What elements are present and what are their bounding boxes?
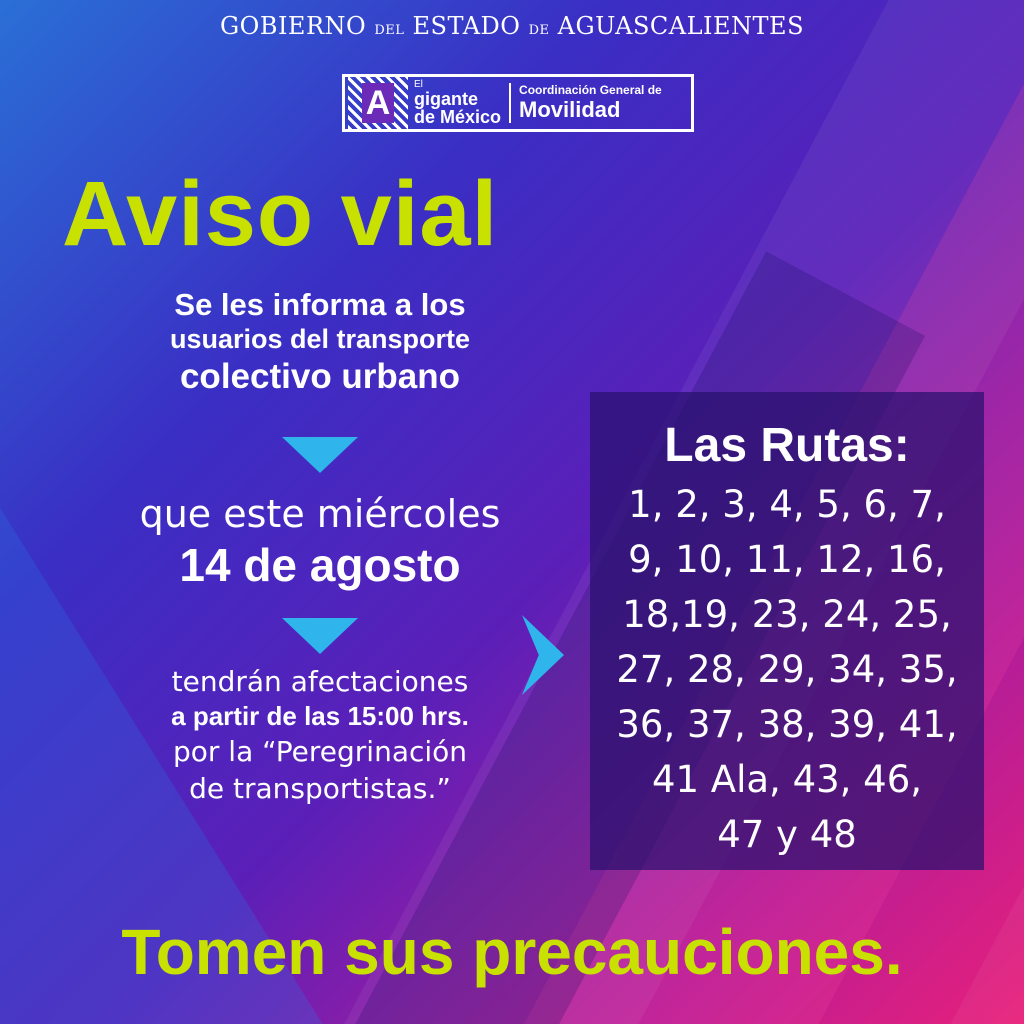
logo-brand-line: de México xyxy=(414,107,502,127)
routes-line: 41 Ala, 43, 46, xyxy=(651,758,923,801)
affect-line: de transportistas.” xyxy=(189,771,451,805)
affect-line: tendrán afectaciones xyxy=(171,665,469,698)
routes-line: 36, 37, 38, 39, 41, xyxy=(616,703,958,746)
affect-line: a partir de las 15:00 hrs. xyxy=(171,701,469,732)
date-line: que este miércoles xyxy=(139,492,501,536)
logo-brand-line: El xyxy=(414,79,423,90)
routes-line: 9, 10, 11, 12, 16, xyxy=(628,538,946,581)
routes-line: 27, 28, 29, 34, 35, xyxy=(616,648,958,691)
gov-title-word: DE xyxy=(528,23,550,38)
logo-coord-line: Movilidad xyxy=(519,96,621,122)
intro-text xyxy=(100,286,540,398)
footer-message: Tomen sus precauciones. xyxy=(121,916,903,988)
logo-divider xyxy=(509,83,511,123)
routes-line: 1, 2, 3, 4, 5, 6, 7, xyxy=(628,483,946,526)
gov-title-word: AGUASCALIENTES xyxy=(557,12,805,40)
logo-brand xyxy=(414,80,501,126)
affect-line: por la “Peregrinación xyxy=(172,735,468,769)
gov-title-word: ESTADO xyxy=(412,12,521,40)
date-text xyxy=(100,492,540,593)
mobility-logo xyxy=(342,74,694,132)
affect-text xyxy=(100,664,540,807)
routes-panel xyxy=(590,392,984,870)
logo-coordination xyxy=(519,84,662,121)
logo-mark-letter: A xyxy=(362,83,395,123)
routes-line: 18,19, 23, 24, 25, xyxy=(622,593,952,636)
routes-list xyxy=(590,477,984,862)
gov-title-word: GOBIERNO xyxy=(219,12,367,40)
gov-title-word: DEL xyxy=(374,23,405,38)
logo-coord-line: Coordinación General de xyxy=(519,83,662,98)
date-line: 14 de agosto xyxy=(179,538,461,591)
intro-line: usuarios del transporte xyxy=(169,324,471,355)
routes-title: Las Rutas: xyxy=(664,419,910,472)
chevron-down-icon xyxy=(282,618,358,654)
logo-brand-line: gigante xyxy=(414,89,479,109)
chevron-down-icon xyxy=(282,437,358,473)
routes-line: 47 y 48 xyxy=(717,813,857,856)
intro-line: colectivo urbano xyxy=(179,356,461,396)
headline: Aviso vial xyxy=(62,163,499,265)
logo-a-icon xyxy=(348,77,408,129)
government-title xyxy=(0,12,1024,40)
intro-line: Se les informa a los xyxy=(174,287,466,322)
